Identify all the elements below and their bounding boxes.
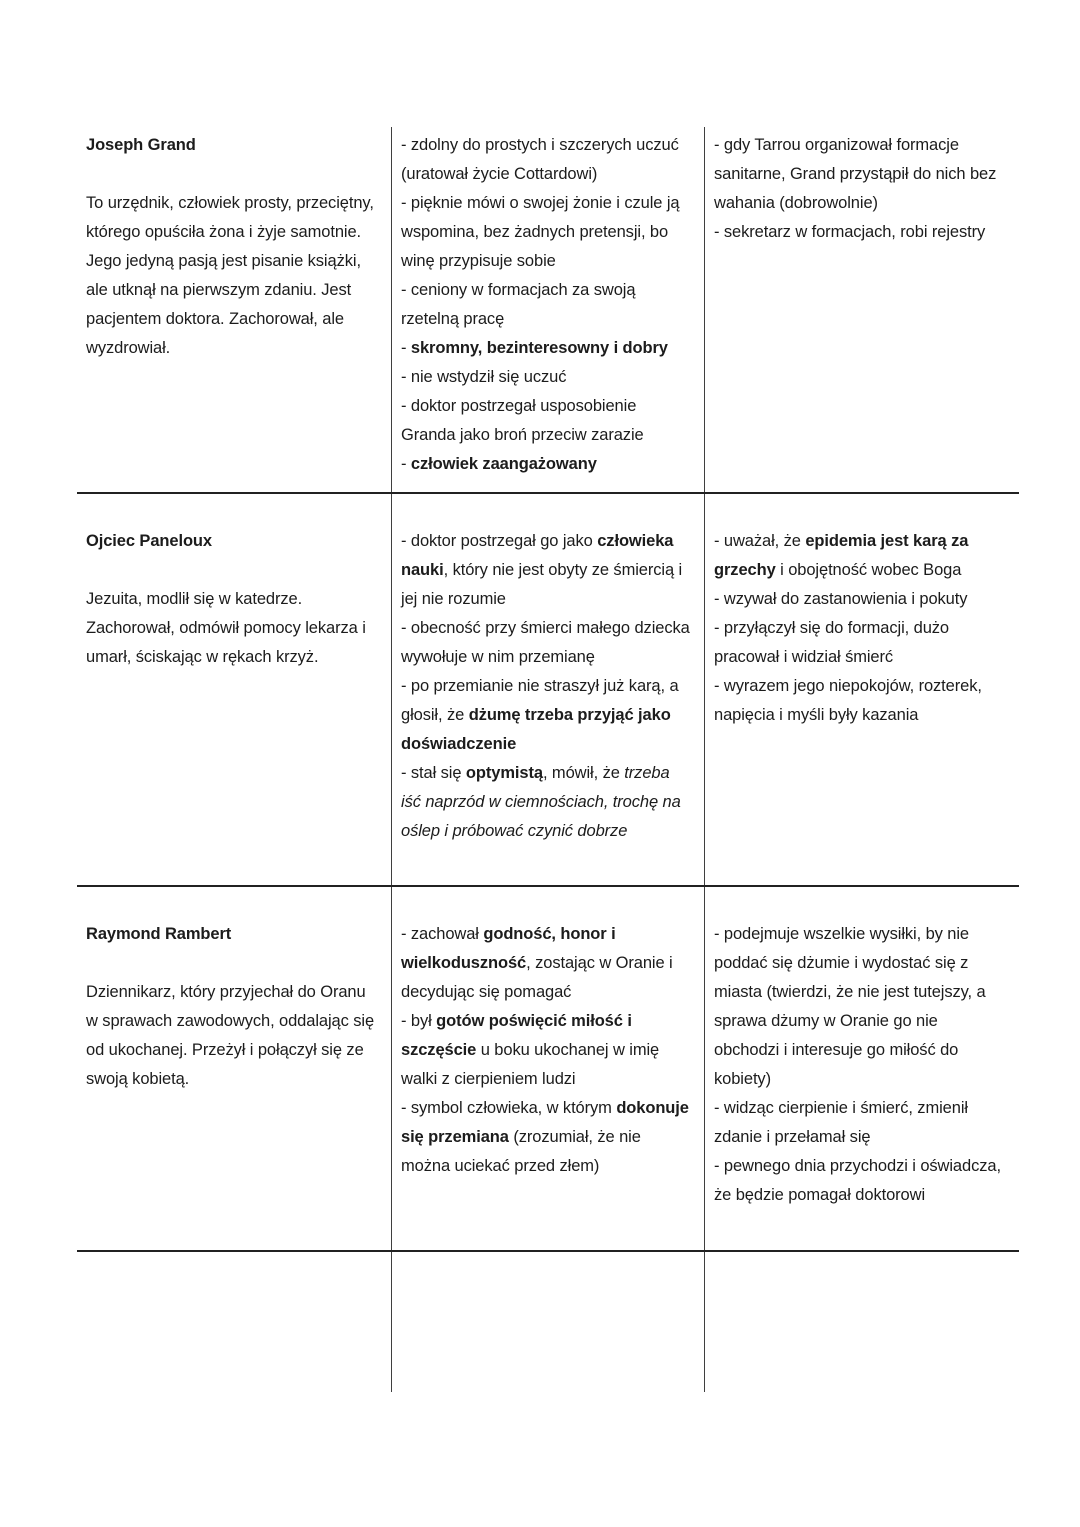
text-run: - po przemianie nie straszył już karą, a głosił, że bbox=[401, 677, 679, 724]
text-run: , zostając w Oranie i decydując się pomagać bbox=[401, 954, 673, 1001]
text-run: epidemia jest karą za grzechy bbox=[714, 532, 969, 579]
characters-table bbox=[77, 127, 1019, 1392]
bullet-text bbox=[401, 614, 691, 672]
cell-joseph-grand-description bbox=[77, 127, 391, 492]
text-run: u boku ukochanej w imię walki z cierpieniem ludzi bbox=[401, 1041, 660, 1088]
bullet-text bbox=[401, 759, 691, 846]
bullet-text bbox=[714, 1152, 1006, 1210]
cell-empty-description bbox=[77, 1252, 391, 1392]
bullet-text bbox=[714, 672, 1006, 730]
character-name-ojciec-paneloux bbox=[86, 527, 378, 556]
bullet-text bbox=[401, 1007, 691, 1094]
para-text bbox=[86, 978, 378, 1094]
text-run: - doktor postrzegał usposobienie Granda jako broń przeciw zarazie bbox=[401, 397, 644, 444]
text-run: - nie wstydził się uczuć bbox=[401, 368, 567, 386]
bullet-text bbox=[401, 189, 691, 276]
table-row-empty bbox=[77, 1252, 1019, 1392]
bullet-text bbox=[714, 1094, 1006, 1152]
text-run: - był bbox=[401, 1012, 437, 1030]
cell-ojciec-paneloux-traits bbox=[391, 494, 704, 885]
bullet-text bbox=[714, 614, 1006, 672]
bullet-text bbox=[401, 920, 691, 1007]
text-run: - gdy Tarrou organizował formacje sanitarne, Grand przystąpił do nich bez wahania (dobrowolnie) bbox=[714, 136, 997, 212]
text-run: Ojciec Paneloux bbox=[86, 532, 212, 550]
para-text bbox=[86, 189, 378, 363]
table-row-ojciec-paneloux bbox=[77, 494, 1019, 887]
text-run: optymistą bbox=[465, 764, 543, 782]
character-name-raymond-rambert bbox=[86, 920, 378, 949]
text-run: - wyrazem jego niepokojów, rozterek, napięcia i myśli były kazania bbox=[714, 677, 982, 724]
cell-empty-plague-actions bbox=[704, 1252, 1019, 1392]
text-run: , mówił, że bbox=[542, 764, 625, 782]
text-run: człowieka nauki bbox=[401, 532, 674, 579]
text-run: - widząc cierpienie i śmierć, zmienił zdanie i przełamał się bbox=[714, 1099, 968, 1146]
bullet-text bbox=[401, 276, 691, 334]
bullet-text bbox=[401, 672, 691, 759]
text-run: - wzywał do zastanowienia i pokuty bbox=[714, 590, 968, 608]
cell-raymond-rambert-description bbox=[77, 887, 391, 1250]
cell-ojciec-paneloux-description bbox=[77, 494, 391, 885]
table-row-joseph-grand bbox=[77, 127, 1019, 494]
text-run: , który nie jest obyty ze śmiercią i jej nie rozumie bbox=[401, 561, 683, 608]
character-name-joseph-grand bbox=[86, 131, 378, 160]
text-run: To urzędnik, człowiek prosty, przeciętny, którego opuściła żona i żyje samotnie. Jego jedyną pasją jest pisanie książki, ale utknął na pierwszym zdaniu. Jest pacjentem doktora. Zachorował, ale wyzdrowiał. bbox=[86, 194, 374, 357]
text-run: - doktor postrzegał go jako bbox=[401, 532, 598, 550]
text-run: - pięknie mówi o swojej żonie i czule ją wspomina, bez żadnych pretensji, bo winę przypisuje sobie bbox=[401, 194, 680, 270]
text-run: Dziennikarz, który przyjechał do Oranu w sprawach zawodowych, oddalając się od ukochanej. Przeżył i połączył się ze swoją kobietą. bbox=[86, 983, 375, 1088]
text-run: - obecność przy śmierci małego dziecka wywołuje w nim przemianę bbox=[401, 619, 690, 666]
text-run: skromny, bezinteresowny i dobry bbox=[410, 339, 668, 357]
text-run: - przyłączył się do formacji, dużo pracował i widział śmierć bbox=[714, 619, 950, 666]
bullet-text bbox=[401, 527, 691, 614]
text-run: - stał się bbox=[401, 764, 466, 782]
text-run: trzeba iść naprzód w ciemnościach, trochę na oślep i próbować czynić dobrze bbox=[401, 764, 681, 840]
text-run: Joseph Grand bbox=[86, 136, 196, 154]
text-run: - zdolny do prostych i szczerych uczuć (uratował życie Cottardowi) bbox=[401, 136, 679, 183]
text-run: - symbol człowieka, w którym bbox=[401, 1099, 617, 1117]
text-run: - bbox=[401, 455, 411, 473]
bullet-text bbox=[714, 131, 1006, 218]
bullet-text bbox=[714, 585, 1006, 614]
text-run: dokonuje się przemiana bbox=[401, 1099, 689, 1146]
text-run: - ceniony w formacjach za swoją rzetelną pracę bbox=[401, 281, 636, 328]
text-run: dżumę trzeba przyjąć jako doświadczenie bbox=[401, 706, 671, 753]
text-run: (zrozumiał, że nie można uciekać przed złem) bbox=[401, 1128, 641, 1175]
bullet-text bbox=[714, 527, 1006, 585]
cell-joseph-grand-plague-actions bbox=[704, 127, 1019, 492]
cell-joseph-grand-traits bbox=[391, 127, 704, 492]
text-run: - podejmuje wszelkie wysiłki, by nie poddać się dżumie i wydostać się z miasta (twierdzi, że nie jest tutejszy, a sprawa dżumy w Oranie go nie obchodzi i interesuje go miłość do kobiety) bbox=[714, 925, 986, 1088]
text-run: Jezuita, modlił się w katedrze. Zachorował, odmówił pomocy lekarza i umarł, ściskając w rękach krzyż. bbox=[86, 590, 366, 666]
cell-raymond-rambert-traits bbox=[391, 887, 704, 1250]
text-run: - uważał, że bbox=[714, 532, 806, 550]
para-text bbox=[86, 585, 378, 672]
text-run: i obojętność wobec Boga bbox=[775, 561, 962, 579]
cell-empty-traits bbox=[391, 1252, 704, 1392]
cell-ojciec-paneloux-plague-actions bbox=[704, 494, 1019, 885]
text-run: - pewnego dnia przychodzi i oświadcza, że będzie pomagał doktorowi bbox=[714, 1157, 1001, 1204]
cell-raymond-rambert-plague-actions bbox=[704, 887, 1019, 1250]
bullet-text bbox=[401, 1094, 691, 1181]
text-run: - zachował bbox=[401, 925, 484, 943]
bullet-text bbox=[714, 218, 1006, 247]
text-run: - sekretarz w formacjach, robi rejestry bbox=[714, 223, 986, 241]
bullet-text bbox=[401, 131, 691, 189]
text-run: gotów poświęcić miłość i szczęście bbox=[401, 1012, 632, 1059]
text-run: godność, honor i wielkoduszność bbox=[401, 925, 616, 972]
text-run: człowiek zaangażowany bbox=[410, 455, 597, 473]
bullet-text bbox=[714, 920, 1006, 1094]
bullet-text bbox=[401, 392, 691, 450]
bullet-text bbox=[401, 334, 691, 363]
table-row-raymond-rambert bbox=[77, 887, 1019, 1252]
bullet-text bbox=[401, 363, 691, 392]
text-run: Raymond Rambert bbox=[86, 925, 232, 943]
bullet-text bbox=[401, 450, 691, 479]
text-run: - bbox=[401, 339, 411, 357]
